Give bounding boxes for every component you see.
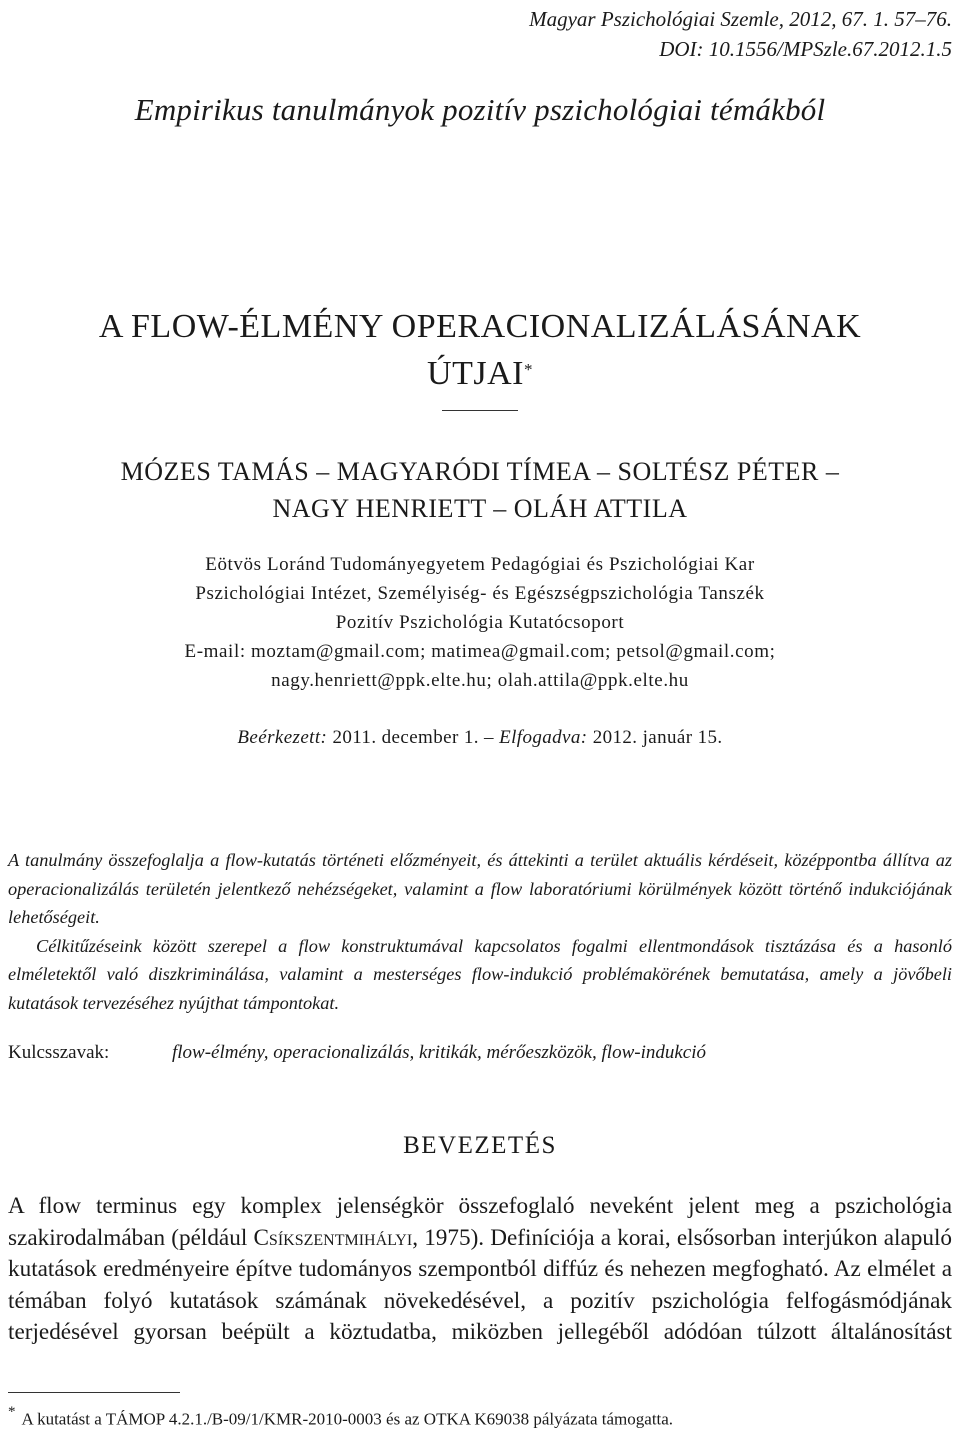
footnote xyxy=(8,1406,673,1430)
section-heading: Empirikus tanulmányok pozitív pszichológiai témákból xyxy=(134,92,826,127)
introduction-paragraph xyxy=(8,1191,952,1349)
footnote-marker[interactable]: * xyxy=(523,360,533,379)
footnote-symbol: * xyxy=(8,1404,16,1420)
affiliation-group: Pozitív Pszichológia Kutatócsoport xyxy=(335,612,625,633)
keywords-label: Kulcsszavak: xyxy=(8,1042,110,1063)
keywords xyxy=(8,1042,952,1064)
intro-text-rest: , 1975). Definíciója a korai, elsősorban interjúkon alapuló kutatások eredményeire építve tudományos szempontból diffúz és nehezen megfogható. Az elmélet a témában folyó kutatások számának növekedésével, a pozitív pszichológia felfogásmódjának terjedésével gyorsan beépült a köztudatba, miközben jellegéből adódóan túlzott általánosítást xyxy=(8,1224,952,1346)
abstract xyxy=(8,846,952,1018)
authors-line-2: NAGY HENRIETT – OLÁH ATTILA xyxy=(272,494,688,523)
submission-dates xyxy=(0,727,960,749)
affiliation-university: Eötvös Loránd Tudományegyetem Pedagógiai és Pszichológiai Kar xyxy=(205,554,755,575)
accepted-date: 2012. január 15. xyxy=(592,727,723,748)
affiliation-department: Pszichológiai Intézet, Személyiség- és Egészségpszichológia Tanszék xyxy=(195,583,765,604)
introduction-heading: BEVEZETÉS xyxy=(403,1132,557,1159)
abstract-paragraph-2: Célkitűzéseink között szerepel a flow konstruktumával kapcsolatos fogalmi ellentmondások tisztázása és a hasonló elméletektől való diszkriminálása, valamint a mesterséges flow-indukció problémakörének bemutatása, amely a jövőbeli kutatások tervezéséhez nyújthat támpontokat. xyxy=(8,935,952,1013)
journal-reference: Magyar Pszichológiai Szemle, 2012, 67. 1. 57–76. xyxy=(529,7,952,31)
intro-text-start: A flow terminus egy komplex jelenségkör összefoglaló neveként jelent meg a pszichológia szakirodalmában (például xyxy=(8,1193,952,1251)
affiliation-emails-2: nagy.henriett@ppk.elte.hu; olah.attila@ppk.elte.hu xyxy=(271,670,689,691)
accepted-label: Elfogadva: xyxy=(499,727,588,748)
title-line-2 xyxy=(0,350,960,397)
keywords-list: flow-élmény, operacionalizálás, kritikák, mérőeszközök, flow-indukció xyxy=(172,1042,707,1063)
footnote-text: A kutatást a TÁMOP 4.2.1./B-09/1/KMR-2010-0003 és az OTKA K69038 pályázata támogatta. xyxy=(21,1409,674,1429)
title-line-1: A FLOW-ÉLMÉNY OPERACIONALIZÁLÁSÁNAK xyxy=(98,308,862,345)
citation-author: Csíkszentmihályi xyxy=(253,1224,413,1251)
author-list xyxy=(0,453,960,527)
title-divider xyxy=(442,410,518,411)
received-date: 2011. december 1. xyxy=(332,727,479,748)
journal-citation xyxy=(529,4,952,64)
title-line-2-text: ÚTJAI xyxy=(427,355,524,392)
affiliation-emails-1: E-mail: moztam@gmail.com; matimea@gmail.com; petsol@gmail.com; xyxy=(184,641,776,662)
footnote-divider xyxy=(8,1392,180,1393)
abstract-paragraph-1: A tanulmány összefoglalja a flow-kutatás történeti előzményeit, és áttekinti a terület aktuális kérdéseit, középpontba állítva az operacionalizálás területén jelentkező nehézségeket, valamint a flow laboratóriumi körülmények között történő indukciójának lehetőségeit. xyxy=(8,850,952,928)
affiliation xyxy=(0,550,960,695)
date-separator: – xyxy=(484,727,494,748)
article-title xyxy=(0,303,960,397)
received-label: Beérkezett: xyxy=(237,727,328,748)
doi-line: DOI: 10.1556/MPSzle.67.2012.1.5 xyxy=(659,37,952,61)
authors-line-1: MÓZES TAMÁS – MAGYARÓDI TÍMEA – SOLTÉSZ PÉTER – xyxy=(120,457,840,486)
